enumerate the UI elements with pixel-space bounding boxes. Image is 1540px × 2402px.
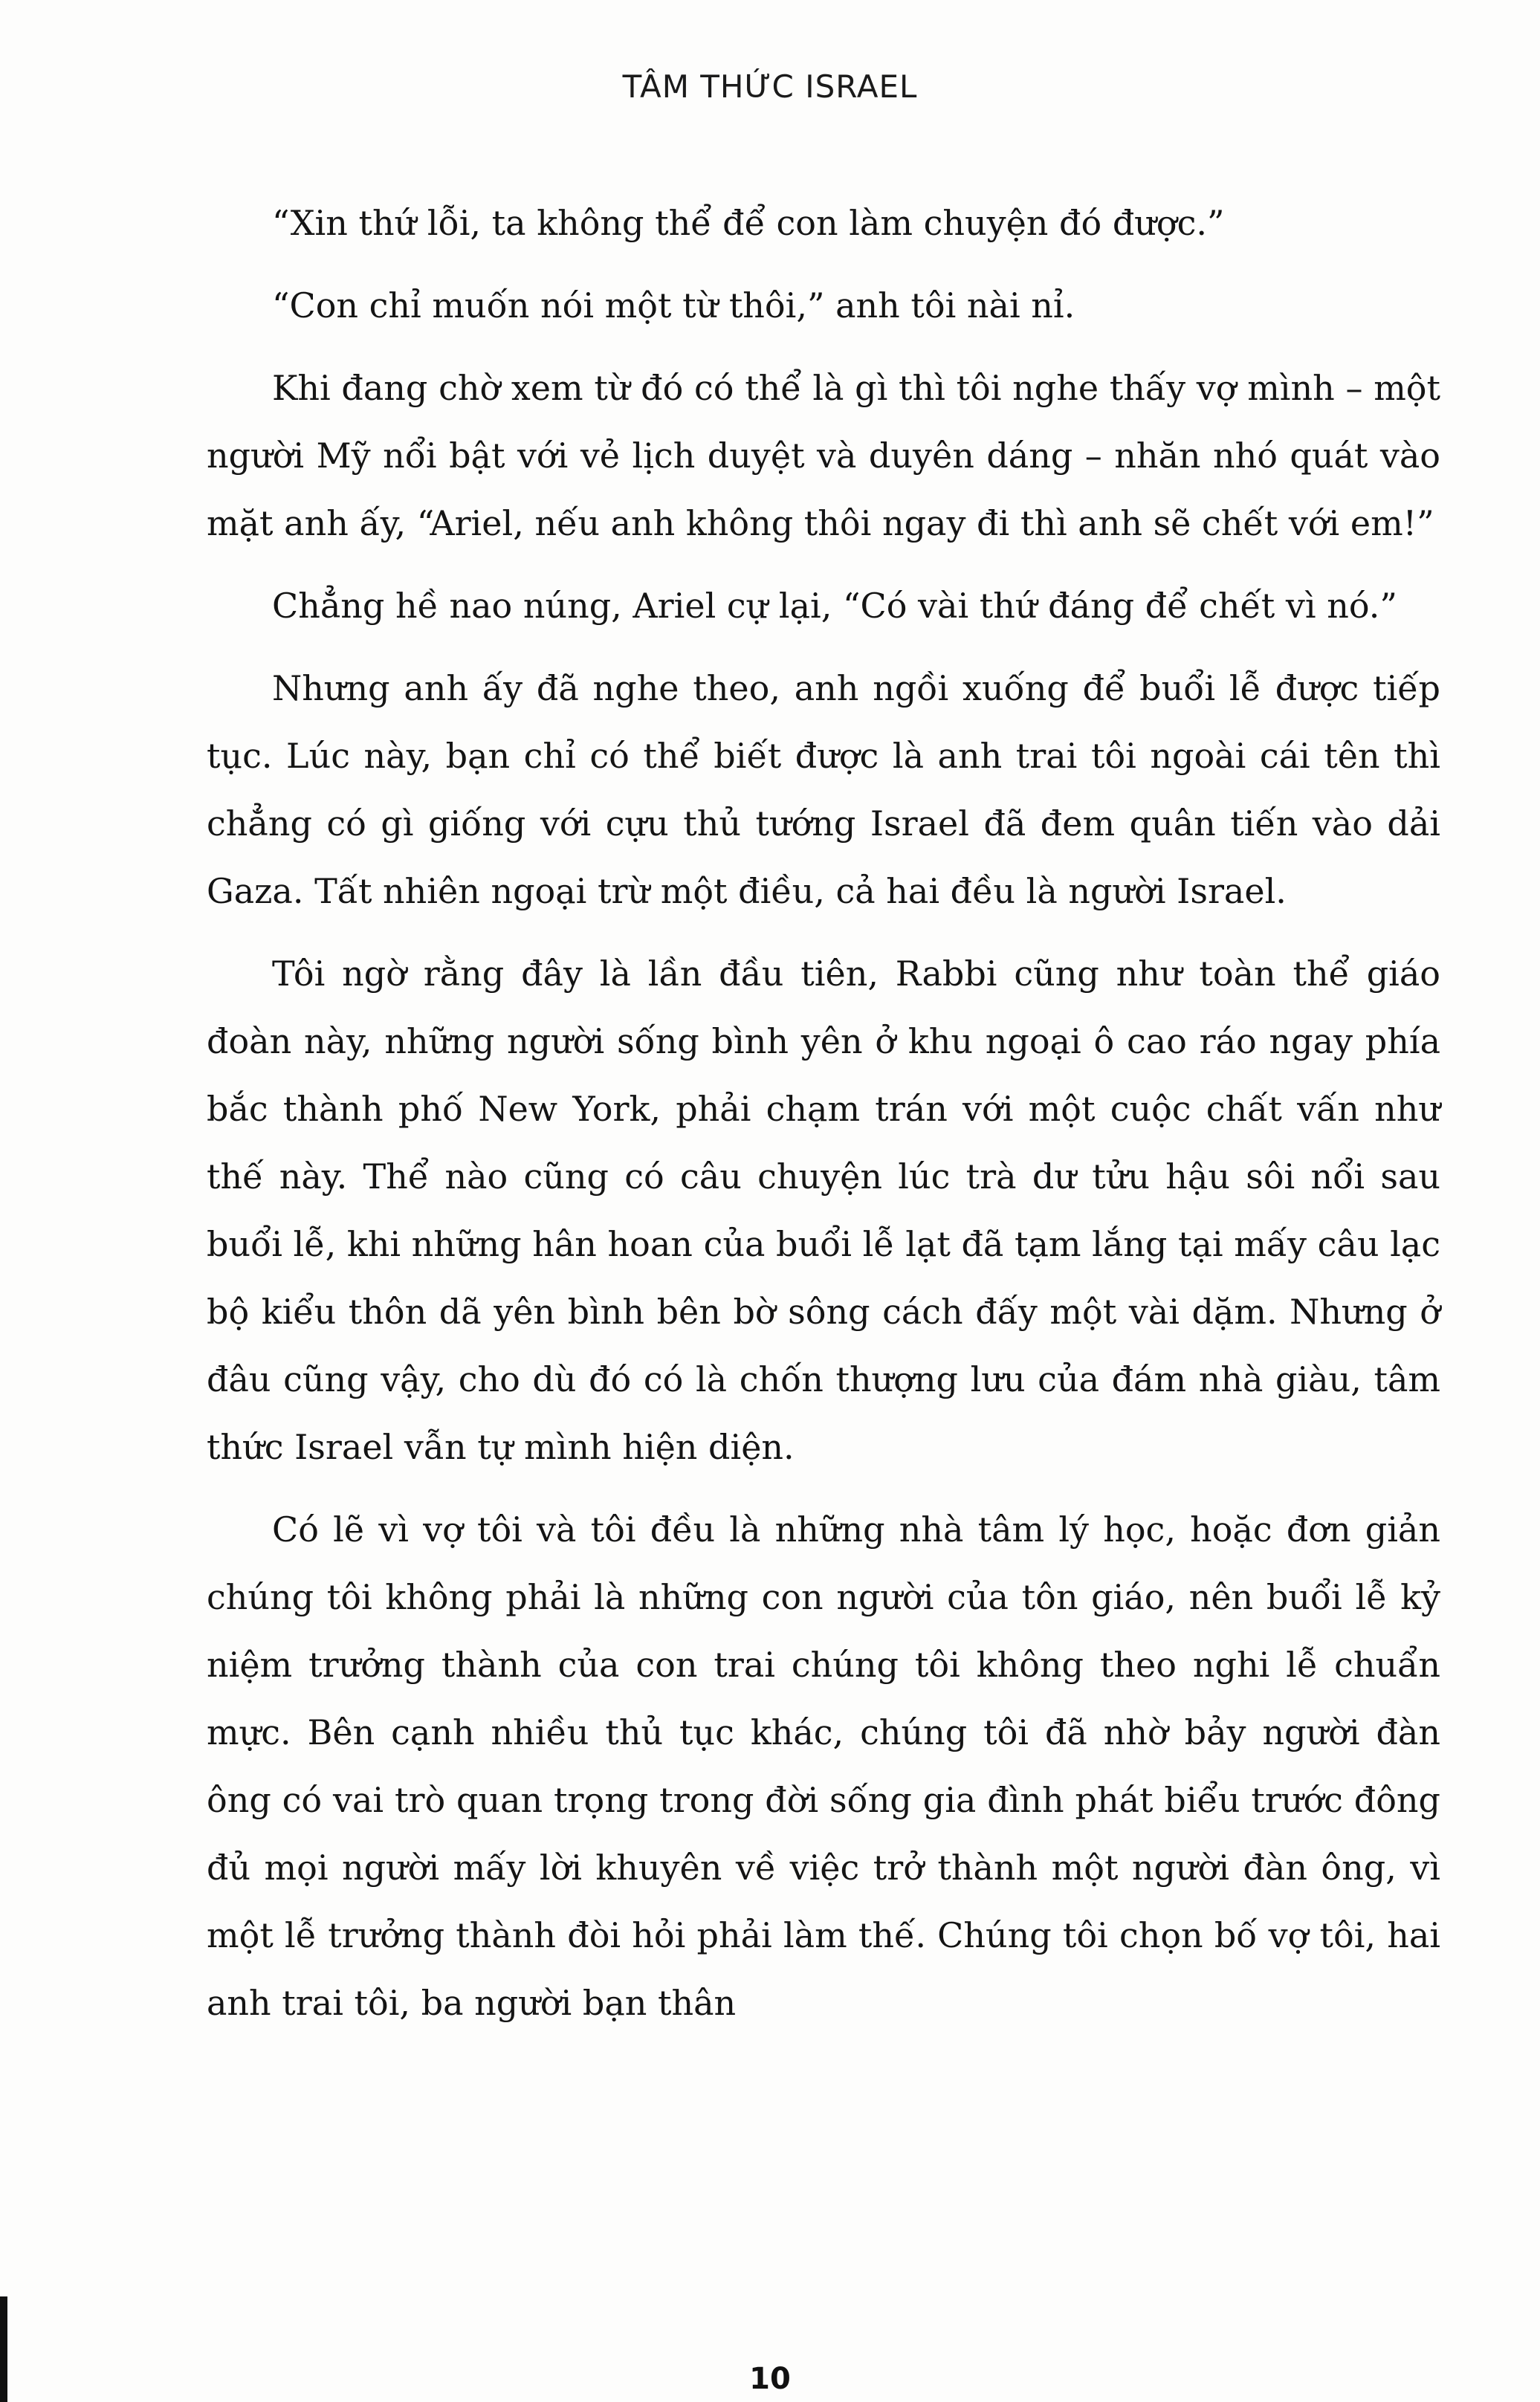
page-number: 10 [749,2362,791,2396]
paragraph-3: Khi đang chờ xem từ đó có thể là gì thì tôi nghe thấy vợ mình – một người Mỹ nổi bật với vẻ lịch duyệt và duyên dáng – nhăn nhó quát vào mặt anh ấy, “Ariel, nếu anh không thôi ngay đi thì anh sẽ chết với em!” [207,368,1440,543]
paragraph-2: “Con chỉ muốn nói một từ thôi,” anh tôi nài nỉ. [272,285,1075,326]
scan-edge-shadow [0,2296,7,2402]
paragraph-1: “Xin thứ lỗi, ta không thể để con làm chuyện đó được.” [272,203,1225,243]
paragraph-5: Nhưng anh ấy đã nghe theo, anh ngồi xuống để buổi lễ được tiếp tục. Lúc này, bạn chỉ có thể biết được là anh trai tôi ngoài cái tên thì chẳng có gì giống với cựu thủ tướng Israel đã đem quân tiến vào dải Gaza. Tất nhiên ngoại trừ một điều, cả hai đều là người Israel. [207,668,1440,911]
paragraph-7: Có lẽ vì vợ tôi và tôi đều là những nhà tâm lý học, hoặc đơn giản chúng tôi không phải là những con người của tôn giáo, nên buổi lễ kỷ niệm trưởng thành của con trai chúng tôi không theo nghi lễ chuẩn mực. Bên cạnh nhiều thủ tục khác, chúng tôi đã nhờ bảy người đàn ông có vai trò quan trọng trong đời sống gia đình phát biểu trước đông đủ mọi người mấy lời khuyên về việc trở thành một người đàn ông, vì một lễ trưởng thành đòi hỏi phải làm thế. Chúng tôi chọn bố vợ tôi, hai anh trai tôi, ba người bạn thân [207,1509,1440,2023]
body-text [207,190,1440,2052]
paragraph-6: Tôi ngờ rằng đây là lần đầu tiên, Rabbi cũng như toàn thể giáo đoàn này, những người sống bình yên ở khu ngoại ô cao ráo ngay phía bắc thành phố New York, phải chạm trán với một cuộc chất vấn như thế này. Thể nào cũng có câu chuyện lúc trà dư tửu hậu sôi nổi sau buổi lễ, khi những hân hoan của buổi lễ lạt đã tạm lắng tại mấy câu lạc bộ kiểu thôn dã yên bình bên bờ sông cách đấy một vài dặm. Nhưng ở đâu cũng vậy, cho dù đó có là chốn thượng lưu của đám nhà giàu, tâm thức Israel vẫn tự mình hiện diện. [207,954,1440,1467]
running-head: TÂM THỨC ISRAEL [622,68,918,105]
paragraph-4: Chẳng hề nao núng, Ariel cự lại, “Có vài thứ đáng để chết vì nó.” [272,586,1397,626]
